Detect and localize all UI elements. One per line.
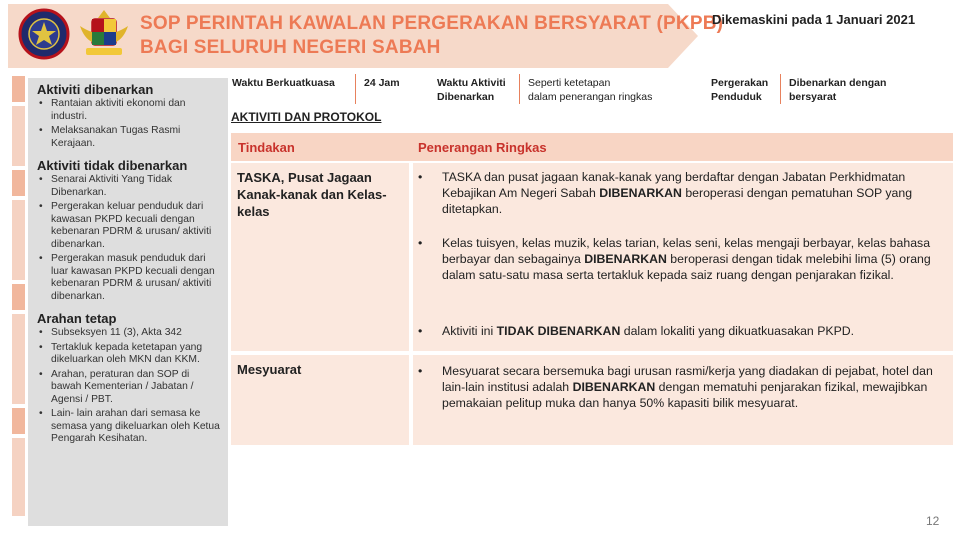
waktu-aktiviti-label	[437, 76, 506, 104]
label-line-1: Waktu Aktiviti	[437, 77, 506, 89]
value-line-2: bersyarat	[789, 91, 837, 103]
value-text: 24 Jam	[364, 77, 400, 89]
section-heading-not-allowed: Aktiviti tidak dibenarkan	[37, 158, 188, 173]
text-normal: Kelas tuisyen, kelas muzik, kelas tarian, kelas seni, kelas mengaji berbayar, kelas bahasa berbayar dan sebagainya	[442, 236, 931, 266]
value-line-1: Dibenarkan dengan	[789, 77, 887, 89]
text-bold: DIBENARKAN	[599, 186, 682, 200]
label-line-2: Penduduk	[711, 91, 762, 103]
left-accent-bar	[12, 76, 25, 516]
pergerakan-value	[789, 76, 886, 104]
text-normal: beroperasi dengan tidak melebihi lima (5) orang dalam satu-satu masa serta tertakluk kepada saiz ruang dengan penjarakan fizikal.	[442, 252, 931, 282]
list-item: • Melaksanakan Tugas Rasmi Kerajaan.	[37, 125, 222, 150]
police-seal-icon	[18, 8, 70, 60]
standing-orders-list	[37, 327, 222, 446]
value-line-2: dalam penerangan ringkas	[528, 91, 653, 103]
action-cell	[231, 163, 409, 351]
section-heading-allowed: Aktiviti dibenarkan	[37, 82, 154, 97]
section-title: AKTIVITI DAN PROTOKOL	[231, 110, 382, 124]
table-row	[231, 163, 953, 351]
action-text: Mesyuarat	[237, 362, 302, 377]
updated-date: Dikemaskini pada 1 Januari 2021	[712, 12, 916, 27]
bullet-item	[418, 169, 943, 217]
page-number: 12	[926, 514, 940, 528]
list-item: • Subseksyen 11 (3), Akta 342	[37, 327, 222, 340]
text-normal: TASKA dan pusat jagaan kanak-kanak yang berdaftar dengan Jabatan Perkhidmatan Kebajikan Am Negeri Sabah	[442, 170, 906, 200]
pergerakan-label	[711, 76, 768, 104]
waktu-berkuatkuasa-label	[232, 76, 335, 90]
column-header-penerangan: Penerangan Ringkas	[418, 140, 547, 155]
list-item: • Rantaian aktiviti ekonomi dan industri.	[37, 98, 222, 123]
text-normal: dalam lokaliti yang dikuatkuasakan PKPD.	[620, 324, 855, 338]
text-normal: Mesyuarat secara bersemuka bagi urusan rasmi/kerja yang diadakan di pejabat, hotel dan lain-lain institusi adalah	[442, 364, 933, 394]
coat-of-arms-icon	[76, 8, 128, 60]
bullet-item	[418, 235, 943, 283]
page-title	[140, 12, 723, 60]
divider	[780, 74, 781, 104]
left-panel	[28, 78, 228, 526]
list-item: • Senarai Aktiviti Yang Tidak Dibenarkan.	[37, 174, 222, 199]
bullet-text	[442, 363, 943, 411]
table-header	[231, 133, 953, 161]
title-line-2: BAGI SELURUH NEGERI SABAH	[140, 37, 441, 58]
text-bold: DIBENARKAN	[584, 252, 667, 266]
label-line-2: Dibenarkan	[437, 91, 495, 103]
list-item: • Lain- lain arahan dari semasa ke semasa yang dikeluarkan oleh Ketua Pengarah Kesihatan.	[37, 408, 222, 446]
table-row	[231, 355, 953, 445]
bullet-text	[442, 169, 943, 217]
text-bold: DIBENARKAN	[572, 380, 656, 394]
text-normal: Aktiviti ini	[442, 324, 497, 338]
divider	[355, 74, 356, 104]
bullet-item	[418, 363, 943, 411]
waktu-berkuatkuasa-value	[364, 76, 400, 90]
text-bold: TIDAK DIBENARKAN	[496, 324, 621, 338]
description-cell	[411, 163, 953, 351]
bullet-dot: •	[418, 324, 423, 338]
column-header-tindakan: Tindakan	[238, 140, 295, 155]
bullet-dot: •	[418, 170, 423, 184]
list-item: • Pergerakan keluar penduduk dari kawasan PKPD kecuali dengan kebenaran PDRM & urusan/ aktiviti dibenarkan.	[37, 201, 222, 251]
not-allowed-list	[37, 174, 222, 303]
bullet-text	[442, 235, 943, 283]
bullet-text	[442, 323, 943, 339]
text-normal: beroperasi dengan pematuhan SOP yang ditetapkan.	[442, 186, 913, 216]
bullet-item	[418, 323, 943, 339]
list-item: • Pergerakan masuk penduduk dari luar kawasan PKPD kecuali dengan kebenaran PDRM & urusan/ aktiviti dibenarkan.	[37, 253, 222, 303]
text-normal: dengan mematuhi penjarakan fizikal, mewajibkan pemakaian pelitup muka dan hanya 50% kapasiti bilik mesyuarat.	[442, 380, 928, 410]
bullet-dot: •	[418, 364, 423, 378]
list-item: • Tertakluk kepada ketetapan yang dikeluarkan oleh MKN dan KKM.	[37, 342, 222, 367]
action-cell	[231, 355, 409, 445]
waktu-aktiviti-value	[528, 76, 652, 104]
allowed-list	[37, 98, 222, 150]
divider	[519, 74, 520, 104]
title-line-1: SOP PERINTAH KAWALAN PERGERAKAN BERSYARAT (PKPB)	[140, 13, 724, 34]
label-text: Waktu Berkuatkuasa	[232, 77, 335, 89]
value-line-1: Seperti ketetapan	[528, 77, 611, 89]
action-text: TASKA, Pusat Jagaan Kanak-kanak dan Kelas-kelas	[237, 170, 387, 219]
section-heading-standing-orders: Arahan tetap	[37, 311, 117, 326]
list-item: • Arahan, peraturan dan SOP di bawah Kementerian / Jabatan / Agensi / PBT.	[37, 369, 222, 407]
label-line-1: Pergerakan	[711, 77, 769, 89]
bullet-dot: •	[418, 236, 423, 250]
description-cell	[411, 355, 953, 445]
